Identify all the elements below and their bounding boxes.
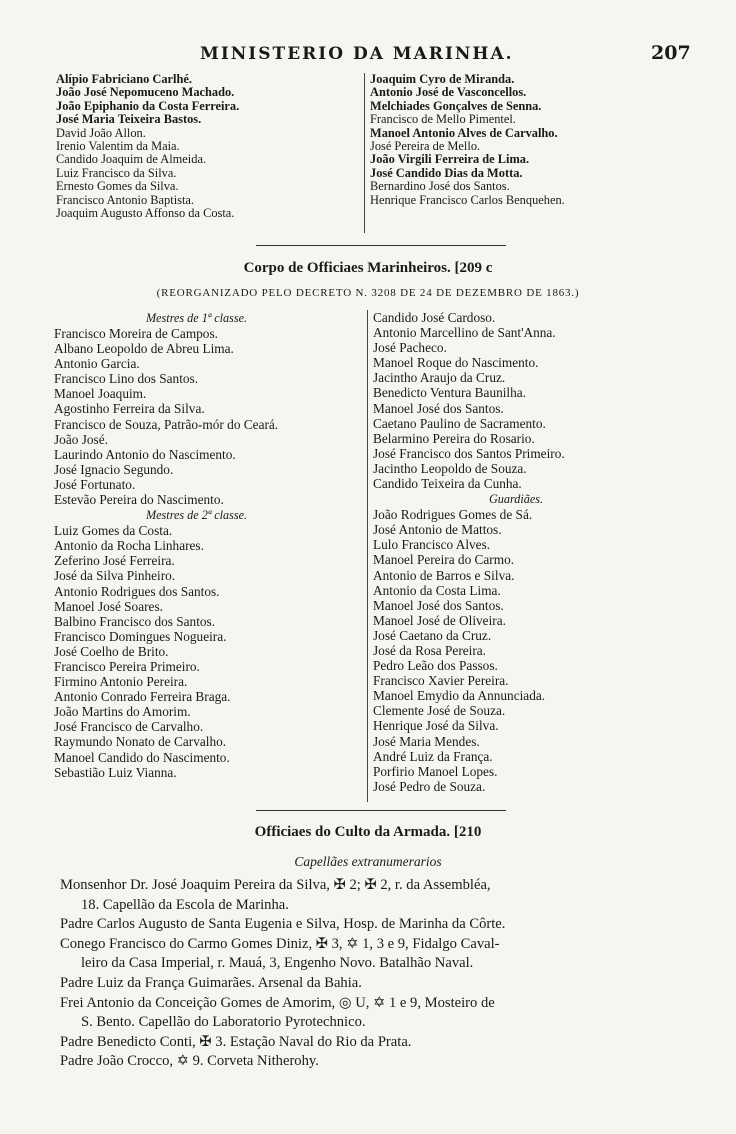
list-item: Antonio da Rocha Linhares. xyxy=(54,538,204,554)
list-item: José Antonio de Mattos. xyxy=(373,522,502,538)
list-item: Melchiades Gonçalves de Senna. xyxy=(370,98,542,113)
list-item: S. Bento. Capellão do Laboratorio Pyrotechnico. xyxy=(81,1014,366,1031)
page-header xyxy=(0,44,736,68)
list-item: Jacintho Leopoldo de Souza. xyxy=(373,460,527,476)
list-item: 18. Capellão da Escola de Marinha. xyxy=(81,896,289,913)
list-item: Irenio Valentim da Maia. xyxy=(56,138,180,153)
list-item: Luiz Francisco da Silva. xyxy=(56,165,177,180)
list-item: José Pacheco. xyxy=(373,340,447,356)
list-item: Conego Francisco do Carmo Gomes Diniz, ✠ 3, ✡ 1, 3 e 9, Fidalgo Caval- xyxy=(60,935,500,952)
list-item: Joaquim Augusto Affonso da Costa. xyxy=(56,205,235,220)
section-divider xyxy=(256,810,506,811)
list-item: Manoel José Soares. xyxy=(54,598,163,614)
list-item: Frei Antonio da Conceição Gomes de Amorim, ◎ U, ✡ 1 e 9, Mosteiro de xyxy=(60,994,495,1011)
list-item: Laurindo Antonio do Nascimento. xyxy=(54,446,236,462)
column-divider xyxy=(364,73,365,233)
capellaes-list xyxy=(60,876,690,1072)
list-item: Henrique José da Silva. xyxy=(373,718,499,734)
list-item: Joaquim Cyro de Miranda. xyxy=(370,72,515,86)
list-item: André Luiz da França. xyxy=(373,748,493,764)
list-item: Manoel Emydio da Annunciada. xyxy=(373,688,546,704)
list-item: Ernesto Gomes da Silva. xyxy=(56,179,179,194)
list-item: José Caetano da Cruz. xyxy=(373,627,492,643)
list-item: Antonio Marcellino de Sant'Anna. xyxy=(373,325,556,341)
column-divider xyxy=(367,310,368,802)
list-item: Agostinho Ferreira da Silva. xyxy=(54,401,205,417)
list-item: Francisco Pereira Primeiro. xyxy=(54,658,200,674)
mestres-1-heading: Mestres de 1ª classe. xyxy=(146,311,248,325)
list-item: Monsenhor Dr. José Joaquim Pereira da Silva, ✠ 2; ✠ 2, r. da Assembléa, xyxy=(60,877,491,893)
list-item: José Coelho de Brito. xyxy=(54,643,169,659)
list-item: João Epiphanio da Costa Ferreira. xyxy=(56,98,240,113)
list-item: Alípio Fabriciano Carlhé. xyxy=(56,72,192,86)
list-item: João José. xyxy=(54,431,108,447)
list-item: Manoel José de Oliveira. xyxy=(373,612,506,628)
list-item: Antonio da Costa Lima. xyxy=(373,582,501,598)
list-item: José Maria Mendes. xyxy=(373,733,480,749)
list-item: Manoel Joaquim. xyxy=(54,386,147,402)
list-item: Padre Benedicto Conti, ✠ 3. Estação Naval do Rio da Prata. xyxy=(60,1033,412,1050)
top-left-column xyxy=(56,73,356,220)
top-right-column xyxy=(370,73,700,207)
list-item: Candido Joaquim de Almeida. xyxy=(56,152,207,167)
mestres-2-heading: Mestres de 2ª classe. xyxy=(146,508,248,523)
list-item: Francisco de Mello Pimentel. xyxy=(370,112,516,127)
list-item: Estevão Pereira do Nascimento. xyxy=(54,492,224,508)
list-item: José da Rosa Pereira. xyxy=(373,642,486,658)
list-item: Bernardino José dos Santos. xyxy=(370,179,510,194)
corpo-lists xyxy=(0,310,736,802)
list-item: Antonio Garcia. xyxy=(54,356,140,372)
section-divider xyxy=(256,245,506,246)
list-item: Raymundo Nonato de Carvalho. xyxy=(54,734,227,750)
list-item: Henrique Francisco Carlos Benquehen. xyxy=(370,192,565,207)
list-item: Porfirio Manoel Lopes. xyxy=(373,763,498,779)
list-item: Padre João Crocco, ✡ 9. Corveta Nitherohy. xyxy=(60,1053,319,1070)
list-item: leiro da Casa Imperial, r. Mauá, 3, Engenho Novo. Batalhão Naval. xyxy=(81,955,474,972)
list-item: Francisco Lino dos Santos. xyxy=(54,371,199,387)
list-item: José Francisco de Carvalho. xyxy=(54,719,204,735)
list-item: Manoel Candido do Nascimento. xyxy=(54,749,230,765)
list-item: Manoel José dos Santos. xyxy=(373,597,504,613)
page-title: MINISTERIO DA MARINHA. xyxy=(200,44,514,64)
list-item: Francisco Moreira de Campos. xyxy=(54,326,218,341)
list-item: Manoel José dos Santos. xyxy=(373,400,504,416)
list-item: David João Allon. xyxy=(56,125,146,140)
list-item: Jacintho Araujo da Cruz. xyxy=(373,370,506,386)
section-subtitle-corpo: (REORGANIZADO PELO DECRETO N. 3208 DE 24 DE DEZEMBRO DE 1863.) xyxy=(156,287,580,299)
list-item: Padre Luiz da França Guimarães. Arsenal da Bahia. xyxy=(60,974,362,991)
list-item: Manoel Antonio Alves de Carvalho. xyxy=(370,125,558,140)
list-item: Francisco Antonio Baptista. xyxy=(56,192,195,207)
list-item: José da Silva Pinheiro. xyxy=(54,568,176,584)
list-item: Benedicto Ventura Baunilha. xyxy=(373,385,526,401)
list-item: Candido José Cardoso. xyxy=(373,310,496,325)
list-item: José Candido Dias da Motta. xyxy=(370,165,523,180)
list-item: José Fortunato. xyxy=(54,476,136,492)
list-item: Francisco Domingues Nogueira. xyxy=(54,628,227,644)
list-item: João José Nepomuceno Machado. xyxy=(56,85,235,100)
list-item: Zeferino José Ferreira. xyxy=(54,553,175,569)
section-title-corpo: Corpo de Officiaes Marinheiros. [209 c xyxy=(243,260,493,276)
list-item: Francisco de Souza, Patrão-mór do Ceará. xyxy=(54,416,279,432)
list-item: Padre Carlos Augusto de Santa Eugenia e Silva, Hosp. de Marinha da Côrte. xyxy=(60,916,506,933)
list-item: Antonio Conrado Ferreira Braga. xyxy=(54,689,231,705)
top-name-list xyxy=(0,73,736,233)
list-item: José Maria Teixeira Bastos. xyxy=(56,112,202,127)
list-item: Balbino Francisco dos Santos. xyxy=(54,613,216,629)
page-number: 207 xyxy=(651,42,691,64)
list-item: Caetano Paulino de Sacramento. xyxy=(373,415,546,431)
list-item: José Francisco dos Santos Primeiro. xyxy=(373,445,565,461)
list-item: Francisco Xavier Pereira. xyxy=(373,673,509,689)
list-item: João Rodrigues Gomes de Sá. xyxy=(373,507,533,523)
list-item: Candido Teixeira da Cunha. xyxy=(373,476,522,492)
list-item: José Pedro de Souza. xyxy=(373,778,486,794)
list-item: Lulo Francisco Alves. xyxy=(373,537,491,553)
list-item: Antonio José de Vasconcellos. xyxy=(370,85,527,100)
list-item: Luiz Gomes da Costa. xyxy=(54,523,173,539)
list-item: Manoel Roque do Nascimento. xyxy=(373,355,539,371)
section-title-culto: Officiaes do Culto da Armada. [210 xyxy=(254,824,482,840)
list-item: Antonio de Barros e Silva. xyxy=(373,567,515,583)
list-item: José Pereira de Mello. xyxy=(370,138,481,153)
list-item: Albano Leopoldo de Abreu Lima. xyxy=(54,341,234,357)
list-item: Pedro Leão dos Passos. xyxy=(373,658,498,674)
capellaes-heading: Capellães extranumerarios xyxy=(294,854,442,869)
list-item: João Martins do Amorim. xyxy=(54,704,191,720)
list-item: Manoel Pereira do Carmo. xyxy=(373,552,515,568)
list-item: João Virgili Ferreira de Lima. xyxy=(370,152,530,167)
corpo-left-column xyxy=(54,310,364,780)
list-item: Clemente José de Souza. xyxy=(373,703,506,719)
list-item: Antonio Rodrigues dos Santos. xyxy=(54,583,220,599)
list-item: Sebastião Luiz Vianna. xyxy=(54,764,177,780)
list-item: Belarmino Pereira do Rosario. xyxy=(373,430,535,446)
guardioes-heading: Guardiães. xyxy=(489,492,544,507)
list-item: Firmino Antonio Pereira. xyxy=(54,674,188,690)
corpo-right-column xyxy=(373,310,703,794)
list-item: José Ignacio Segundo. xyxy=(54,461,174,477)
